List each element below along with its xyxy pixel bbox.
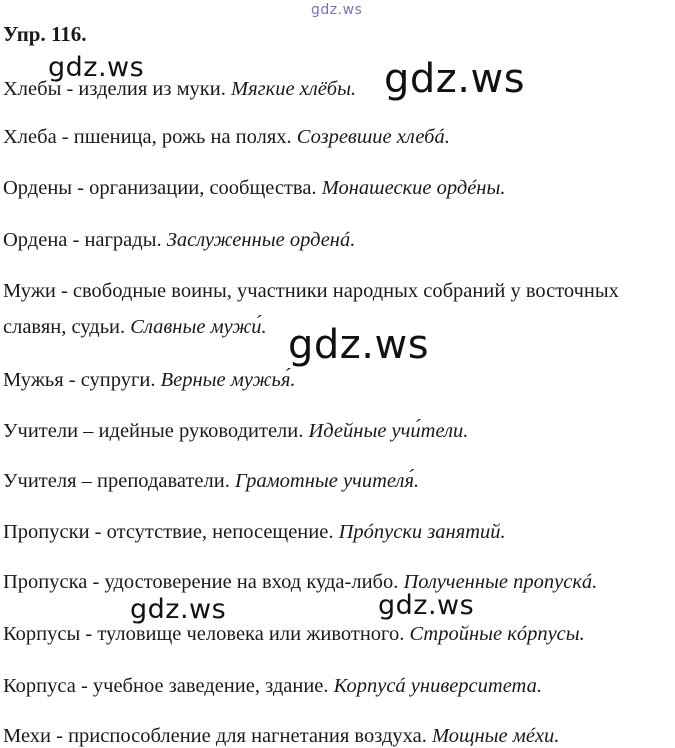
- entry-example: Идейные учи́тели.: [308, 420, 469, 442]
- entry-definition: Корпуса - учебное заведение, здание.: [3, 675, 334, 697]
- watermark-large: gdz.ws: [288, 322, 430, 368]
- entry-definition: Ордена - награды.: [3, 229, 167, 251]
- watermark-top: gdz.ws: [311, 2, 363, 18]
- entry-definition: Учители – идейные руководители.: [3, 420, 309, 442]
- watermark-small: gdz.ws: [378, 590, 475, 621]
- entry-line: [3, 368, 671, 392]
- entry-definition: Ордены - организации, сообщества.: [3, 177, 322, 199]
- entry-example: Верные мужья́.: [160, 369, 296, 391]
- entry-example: Монашеские ордéны.: [321, 177, 506, 199]
- entry-line: [3, 570, 671, 594]
- entry-definition: Хлеба - пшеница, рожь на полях.: [3, 126, 297, 148]
- entry-line: [3, 520, 671, 544]
- entry-example: Мягкие хлёбы.: [231, 78, 357, 100]
- entry-line: [3, 469, 671, 493]
- entry-definition: Пропуска - удостоверение на вход куда-либо.: [3, 571, 404, 593]
- entry-definition: Мехи - приспособление для нагнетания воздуха.: [3, 725, 432, 747]
- entry-line: [3, 125, 671, 149]
- entry-definition: Учителя – преподаватели.: [3, 470, 235, 492]
- entry-example: Славные мужи́.: [130, 316, 267, 338]
- watermark-large: gdz.ws: [384, 56, 526, 102]
- exercise-title: Упр. 116.: [3, 22, 87, 46]
- entry-example: Корпусá университета.: [333, 675, 542, 697]
- entry-line: [3, 228, 671, 252]
- entry-example: Заслуженные орденá.: [166, 229, 356, 251]
- entry-line: [3, 176, 671, 200]
- entry-example: Стройные кóрпусы.: [409, 623, 585, 645]
- watermark-small: gdz.ws: [48, 52, 145, 83]
- entry-example: Грамотные учителя́.: [234, 470, 420, 492]
- entry-definition: Пропуски - отсутствие, непосещение.: [3, 521, 339, 543]
- entry-line: [3, 279, 671, 303]
- entry-example: Полученные пропускá.: [403, 571, 598, 593]
- entry-example: Созревшие хлебá.: [296, 126, 450, 148]
- entry-definition: Хлебы - изделия из муки.: [3, 78, 231, 100]
- entry-line: [3, 724, 671, 748]
- entry-definition: Мужья - супруги.: [3, 369, 161, 391]
- entry-definition: славян, судьи.: [3, 316, 131, 338]
- entry-definition: Мужи - свободные воины, участники народных собраний у восточных: [3, 280, 619, 302]
- entry-definition: Корпусы - туловище человека или животного.: [3, 623, 410, 645]
- entry-example: Прóпуски занятий.: [338, 521, 506, 543]
- watermark-small: gdz.ws: [130, 594, 227, 625]
- entry-example: Мощные мéхи.: [431, 725, 560, 747]
- entry-line: [3, 419, 671, 443]
- entry-line: [3, 622, 671, 646]
- entry-line: [3, 674, 671, 698]
